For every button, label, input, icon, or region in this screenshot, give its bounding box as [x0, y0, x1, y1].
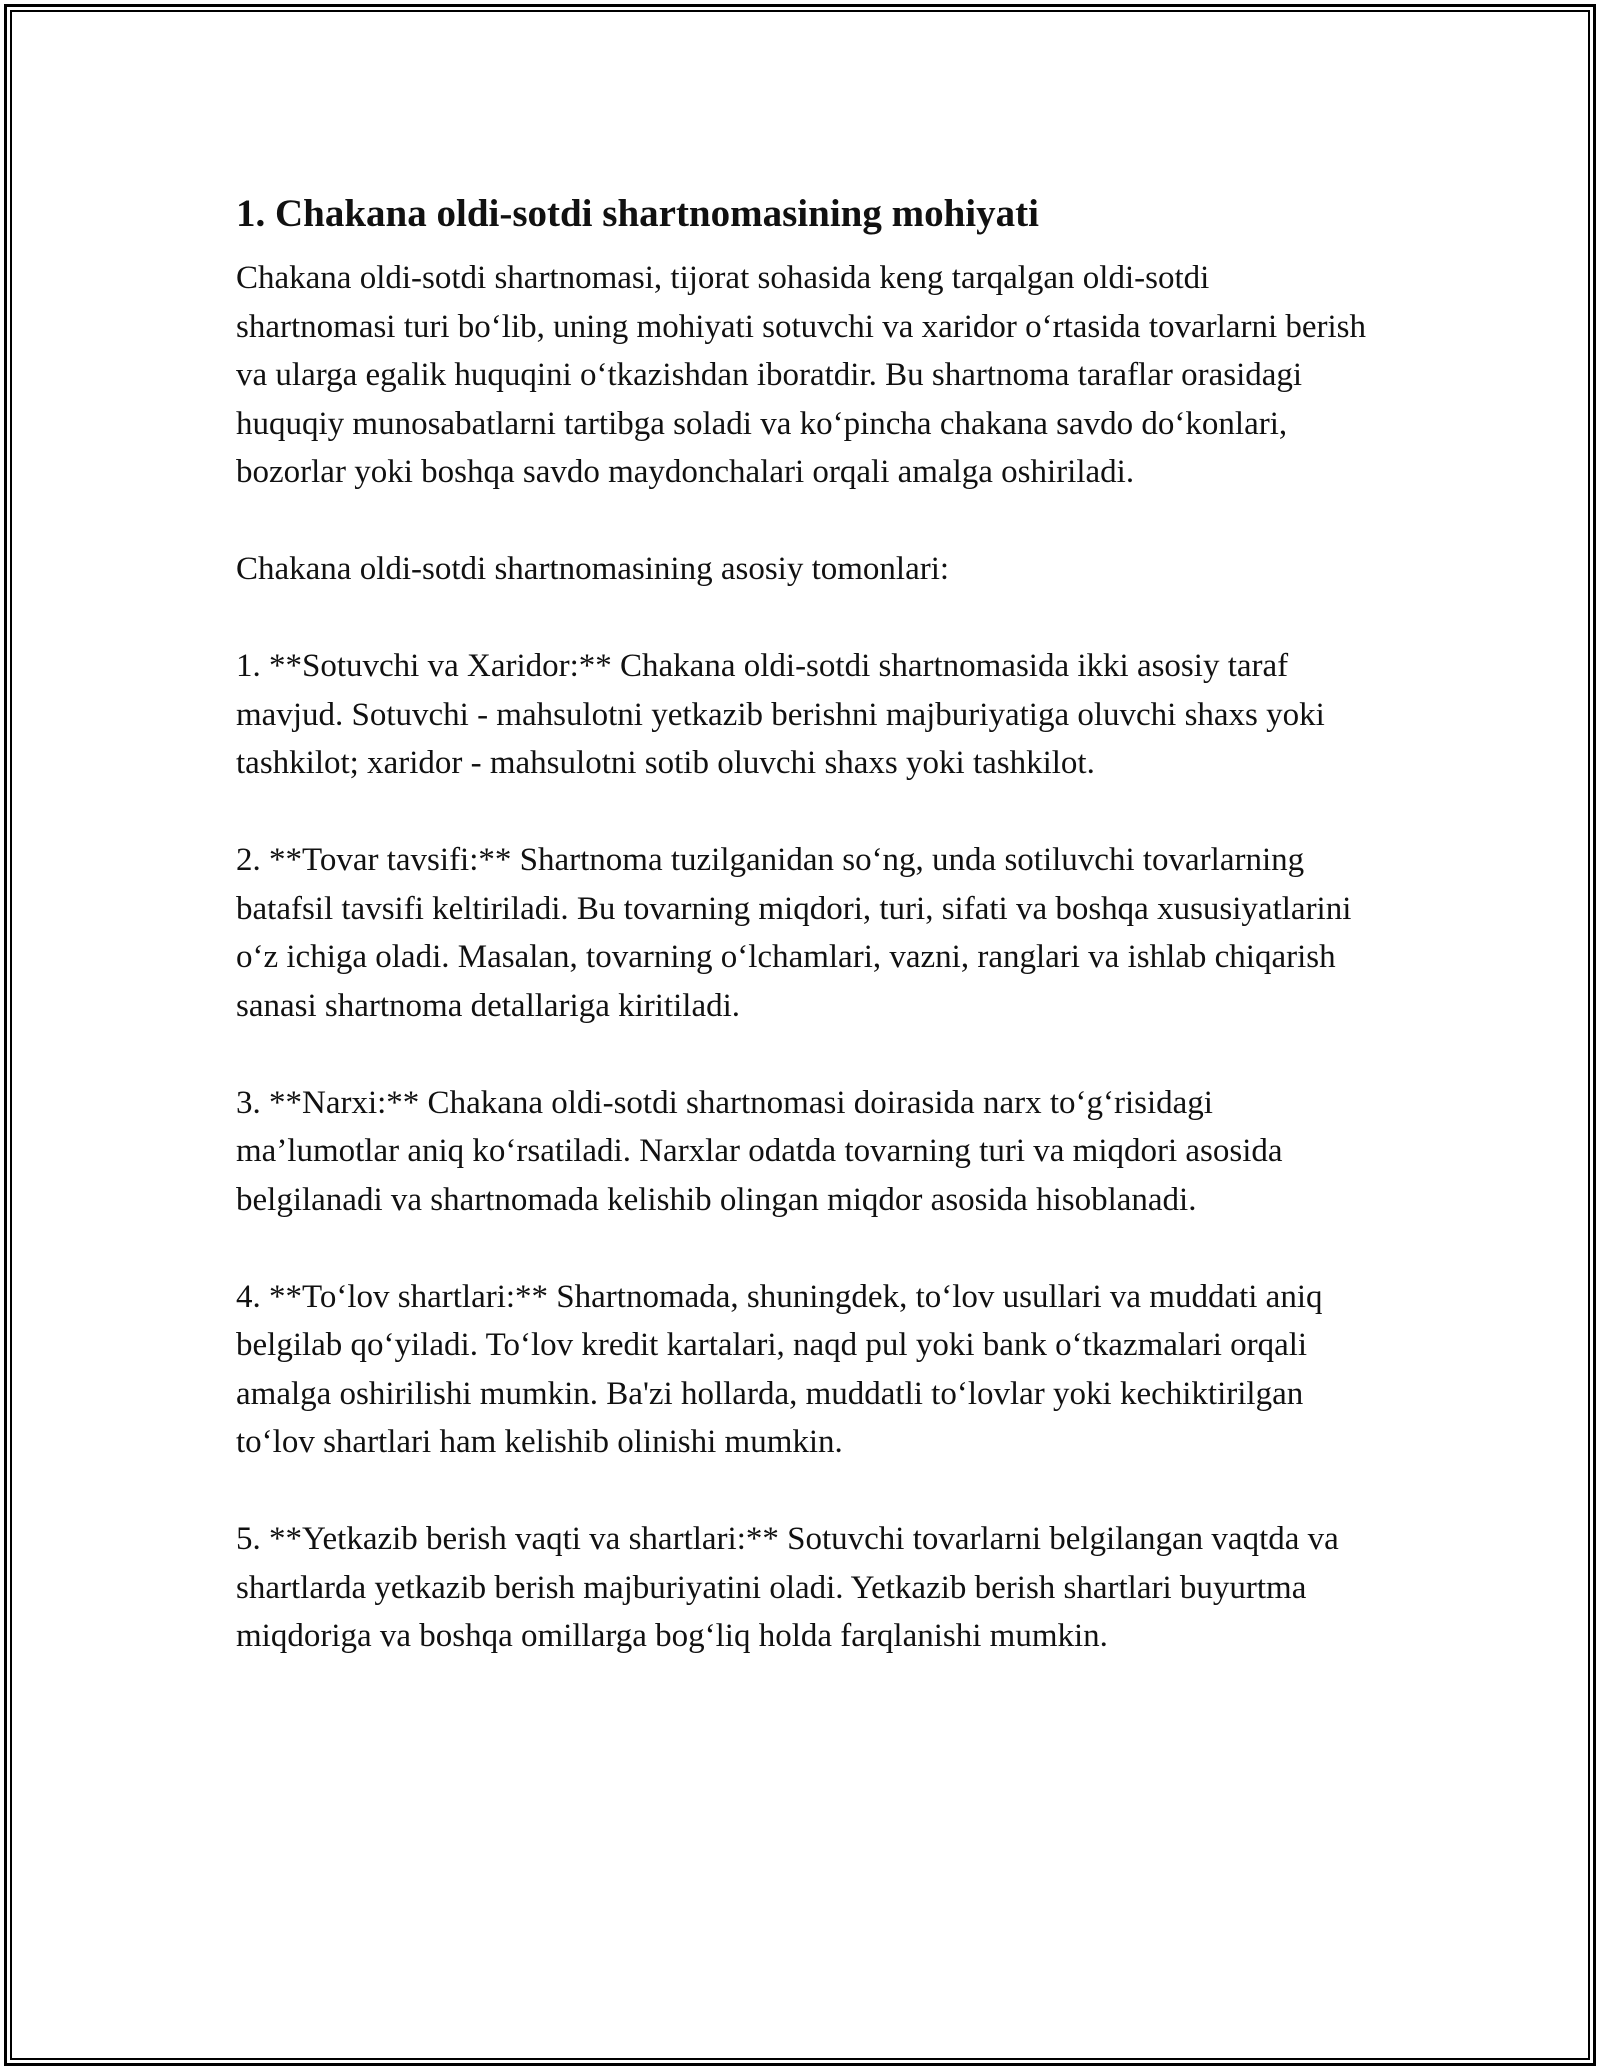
- list-item-price: 3. **Narxi:** Chakana oldi-sotdi shartnomasi doirasida narx to‘g‘risidagi ma’lumotlar aniq ko‘rsatiladi. Narxlar odatda tovarning turi va miqdori asosida belgilanadi va shartnomada kelishib olingan miqdor asosida hisoblanadi.: [236, 1084, 1283, 1218]
- document-title: 1. Chakana oldi-sotdi shartnomasining mohiyati: [236, 192, 1039, 235]
- list-item-goods-description: 2. **Tovar tavsifi:** Shartnoma tuzilganidan so‘ng, unda sotiluvchi tovarlarning batafsil tavsifi keltiriladi. Bu tovarning miqdori, turi, sifati va boshqa xususiyatlarini o‘z ichiga oladi. Masalan, tovarning o‘lchamlari, vazni, ranglari va ishlab chiqarish sanasi shartnoma detallariga kiritiladi.: [236, 842, 1352, 1024]
- intro-paragraph: Chakana oldi-sotdi shartnomasi, tijorat sohasida keng tarqalgan oldi-sotdi shartnomasi turi bo‘lib, uning mohiyati sotuvchi va xaridor o‘rtasida tovarlarni berish va ularga egalik huquqini o‘tkazishdan iboratdir. Bu shartnoma taraflar orasidagi huquqiy munosabatlarni tartibga soladi va ko‘pincha chakana savdo do‘konlari, bozorlar yoki boshqa savdo maydonchalari orqali amalga oshiriladi.: [236, 260, 1367, 490]
- list-item-delivery-terms: 5. **Yetkazib berish vaqti va shartlari:** Sotuvchi tovarlarni belgilangan vaqtda va shartlarda yetkazib berish majburiyatini oladi. Yetkazib berish shartlari buyurtma miqdoriga va boshqa omillarga bog‘liq holda farqlanishi mumkin.: [236, 1521, 1339, 1654]
- aspects-heading-paragraph: Chakana oldi-sotdi shartnomasining asosiy tomonlari:: [236, 551, 950, 587]
- document-body: [236, 188, 1376, 1709]
- list-item-sellers-buyers: 1. **Sotuvchi va Xaridor:** Chakana oldi-sotdi shartnomasida ikki asosiy taraf mavjud. Sotuvchi - mahsulotni yetkazib berishni majburiyatiga oluvchi shaxs yoki tashkilot; xaridor - mahsulotni sotib oluvchi shaxs yoki tashkilot.: [236, 648, 1325, 781]
- list-item-payment-terms: 4. **To‘lov shartlari:** Shartnomada, shuningdek, to‘lov usullari va muddati aniq belgilab qo‘yiladi. To‘lov kredit kartalari, naqd pul yoki bank o‘tkazmalari orqali amalga oshirilishi mumkin. Ba'zi hollarda, muddatli to‘lovlar yoki kechiktirilgan to‘lov shartlari ham kelishib olinishi mumkin.: [236, 1278, 1323, 1460]
